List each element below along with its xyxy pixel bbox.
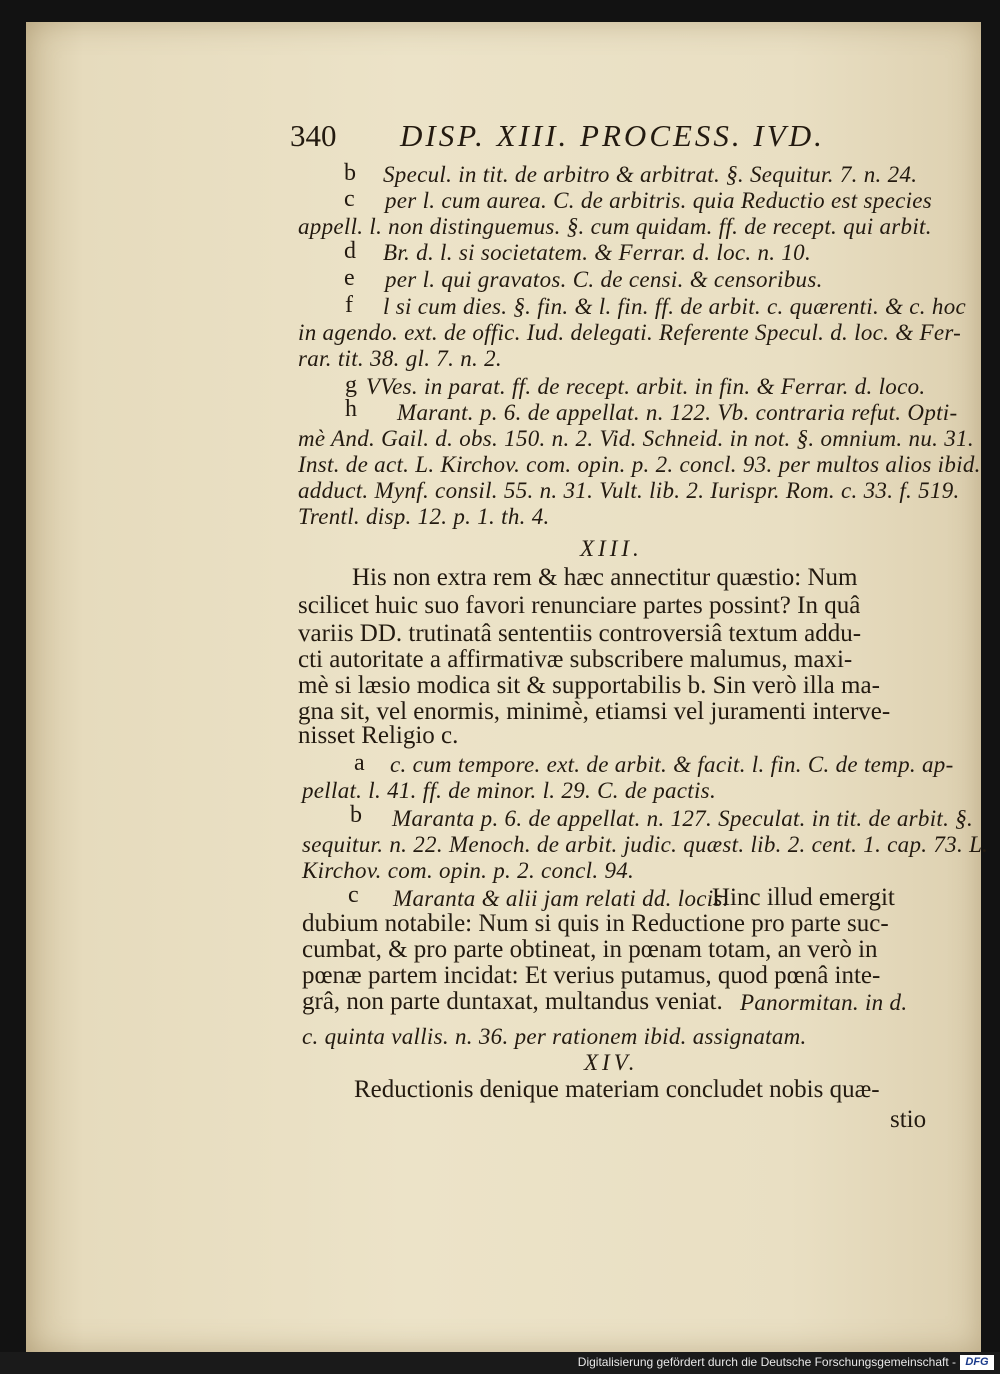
body-line: Reductionis denique materiam concludet nobis quæ- xyxy=(354,1076,880,1103)
body-line: grâ, non parte duntaxat, multandus veniat. xyxy=(302,988,723,1015)
catchword: stio xyxy=(890,1106,927,1133)
note-label-c: c xyxy=(344,186,355,212)
citation-italic: Panormitan. in d. xyxy=(740,990,908,1015)
body-line: cumbat, & pro parte obtineat, in pœnam totam, an verò in xyxy=(302,936,878,963)
note-c-line2: appell. l. non distinguemus. §. cum quidam. ff. de recept. qui arbit. xyxy=(298,214,932,239)
body-line: scilicet huic suo favori renunciare partes possint? In quâ xyxy=(298,592,861,619)
body-line: variis DD. trutinatâ sententiis controversiâ textum addu- xyxy=(298,620,862,647)
note-label-h: h xyxy=(345,396,357,422)
footer-bar xyxy=(0,1352,1000,1374)
note-f-line3: rar. tit. 38. gl. 7. n. 2. xyxy=(298,346,502,371)
section-heading-xiv: XIV. xyxy=(584,1050,639,1075)
note-c2-italic: Maranta & alii jam relati dd. locis. xyxy=(393,886,729,911)
body-line: dubium notabile: Num si quis in Reductione pro parte suc- xyxy=(302,910,889,937)
note-label-f: f xyxy=(345,292,353,318)
note-b2-line3: Kirchov. com. opin. p. 2. concl. 94. xyxy=(302,858,635,883)
note-b-text: Specul. in tit. de arbitro & arbitrat. §. Sequitur. 7. n. 24. xyxy=(383,162,918,187)
note-b2-line2: sequitur. n. 22. Menoch. de arbit. judic. quæst. lib. 2. cent. 1. cap. 73. L. xyxy=(302,832,989,857)
note-h-line2: mè And. Gail. d. obs. 150. n. 2. Vid. Schneid. in not. §. omnium. nu. 31. xyxy=(298,426,974,451)
note-a-line2: pellat. l. 41. ff. de minor. l. 29. C. de pactis. xyxy=(302,778,716,803)
note-label-a: a xyxy=(354,750,365,776)
note-h-line4: adduct. Mynf. consil. 55. n. 31. Vult. lib. 2. Iurispr. Rom. c. 33. f. 519. xyxy=(298,478,960,503)
note-d-text: Br. d. l. si societatem. & Ferrar. d. loc. n. 10. xyxy=(383,240,812,265)
note-h-line3: Inst. de act. L. Kirchov. com. opin. p. 2. concl. 93. per multos alios ibid. xyxy=(298,452,981,477)
body-line: nisset Religio c. xyxy=(298,722,459,749)
running-title: DISP. XIII. PROCESS. IVD. xyxy=(400,118,825,153)
body-line: mè si læsio modica sit & supportabilis b. Sin verò illa ma- xyxy=(298,672,880,699)
note-h-line1: Marant. p. 6. de appellat. n. 122. Vb. contraria refut. Opti- xyxy=(397,400,958,425)
note-f-line1: l si cum dies. §. fin. & l. fin. ff. de arbit. c. quærenti. & c. hoc xyxy=(383,294,967,319)
body-line: His non extra rem & hæc annectitur quæstio: Num xyxy=(352,564,858,591)
note-label-e: e xyxy=(344,265,355,291)
note-e-text: per l. qui gravatos. C. de censi. & censoribus. xyxy=(385,267,823,292)
note-f-line2: in agendo. ext. de offic. Iud. delegati. Referente Specul. d. loc. & Fer- xyxy=(298,320,962,345)
note-label-b: b xyxy=(344,160,356,186)
note-h-line5: Trentl. disp. 12. p. 1. th. 4. xyxy=(298,504,550,529)
page-number: 340 xyxy=(290,118,337,153)
note-b2-line1: Maranta p. 6. de appellat. n. 127. Speculat. in tit. de arbit. §. xyxy=(392,806,974,831)
body-line: pœnæ partem incidat: Et verius putamus, quod pœnâ inte- xyxy=(302,962,881,989)
note-label-c: c xyxy=(348,882,359,908)
page-header xyxy=(290,118,930,158)
body-line: Hinc illud emergit xyxy=(712,884,895,911)
dfg-logo: DFG xyxy=(960,1355,994,1370)
note-a-line1: c. cum tempore. ext. de arbit. & facit. l. fin. C. de temp. ap- xyxy=(390,752,954,777)
note-label-b: b xyxy=(350,802,362,828)
note-label-g: g xyxy=(345,372,357,398)
section-heading-xiii: XIII. xyxy=(580,536,643,561)
note-label-d: d xyxy=(344,238,356,264)
body-line: cti autoritate a affirmativæ subscribere malumus, maxi- xyxy=(298,646,853,673)
citation-line: c. quinta vallis. n. 36. per rationem ibid. assignatam. xyxy=(302,1024,807,1049)
note-g-text: VVes. in parat. ff. de recept. arbit. in fin. & Ferrar. d. loco. xyxy=(366,374,926,399)
body-line: gna sit, vel enormis, minimè, etiamsi vel juramenti interve- xyxy=(298,698,891,725)
footer-credit: Digitalisierung gefördert durch die Deutsche Forschungsgemeinschaft - xyxy=(577,1355,956,1369)
note-c-line1: per l. cum aurea. C. de arbitris. quia Reductio est species xyxy=(385,188,933,213)
